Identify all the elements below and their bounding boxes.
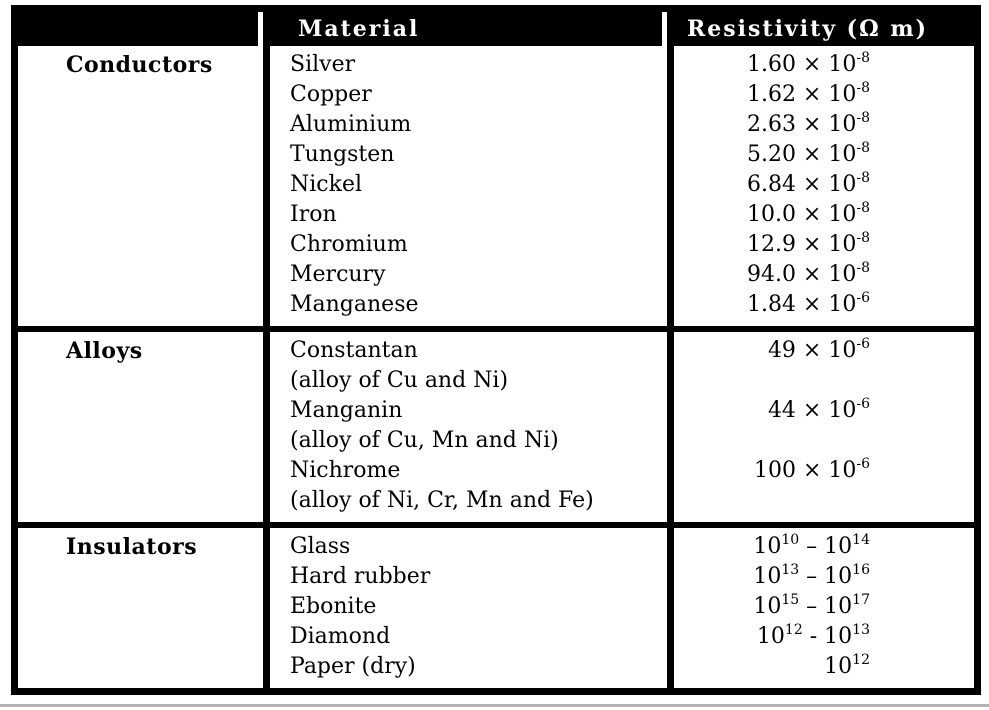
- value-text: 5.20 × 10: [746, 142, 857, 167]
- value-exponent: 15: [781, 591, 800, 608]
- value-text: 44 × 10: [767, 398, 857, 423]
- material-name: Diamond: [290, 624, 391, 649]
- value-exponent: 10: [781, 531, 800, 548]
- resistivity-value: [674, 260, 974, 290]
- resistivity-value: [674, 622, 974, 652]
- value-exponent: -8: [856, 79, 870, 96]
- value-text: 2.63 × 10: [746, 112, 857, 137]
- material-name: Mercury: [290, 262, 386, 287]
- material-name: Iron: [290, 202, 337, 227]
- category-label: Alloys: [66, 338, 143, 364]
- resistivity-value: [674, 80, 974, 110]
- resistivity-value: [674, 592, 974, 622]
- header-cell-material: Material: [270, 12, 662, 46]
- value-text: – 10: [799, 594, 853, 619]
- value-exponent: 16: [852, 561, 870, 578]
- value-spacer: [674, 486, 974, 516]
- value-exponent: -6: [856, 335, 870, 352]
- value-text: 10: [756, 624, 785, 649]
- material-name: Manganese: [290, 292, 419, 317]
- value-exponent: -8: [856, 109, 870, 126]
- value-exponent: -8: [856, 199, 870, 216]
- resistivity-value: [674, 230, 974, 260]
- resistivity-value: [674, 396, 974, 426]
- value-exponent: -6: [856, 289, 870, 306]
- value-exponent: -6: [856, 455, 870, 472]
- materials-cell: [270, 528, 662, 688]
- value-exponent: -6: [856, 395, 870, 412]
- material-name: Constantan: [290, 338, 418, 363]
- value-text: 6.84 × 10: [746, 172, 857, 197]
- column-divider: [667, 12, 674, 46]
- value-exponent: -8: [856, 139, 870, 156]
- value-exponent: -8: [856, 259, 870, 276]
- resistivity-value: [674, 290, 974, 320]
- material-note: (alloy of Cu and Ni): [290, 368, 509, 393]
- value-exponent: -8: [856, 49, 870, 66]
- values-cell: [674, 46, 974, 326]
- value-text: 1.62 × 10: [746, 82, 857, 107]
- header-cell-resistivity: Resistivity (Ω m): [674, 12, 974, 46]
- value-text: 10: [753, 534, 782, 559]
- table-section-insulators: [18, 522, 974, 688]
- material-name: Paper (dry): [290, 654, 416, 679]
- value-text: 100 × 10: [753, 458, 857, 483]
- value-exponent: 13: [781, 561, 800, 578]
- material-name: Manganin: [290, 398, 403, 423]
- value-text: 10: [824, 654, 853, 679]
- material-name: Nickel: [290, 172, 362, 197]
- column-divider: [667, 528, 674, 688]
- value-text: – 10: [799, 534, 853, 559]
- value-exponent: -8: [856, 229, 870, 246]
- value-text: 10: [753, 594, 782, 619]
- material-name: Nichrome: [290, 458, 401, 483]
- value-text: 12.9 × 10: [746, 232, 857, 257]
- material-name: Hard rubber: [290, 564, 431, 589]
- value-text: 49 × 10: [767, 338, 857, 363]
- material-name: Chromium: [290, 232, 408, 257]
- category-cell: [18, 46, 258, 326]
- values-cell: [674, 332, 974, 522]
- category-label: Conductors: [66, 52, 213, 78]
- material-name: Glass: [290, 534, 351, 559]
- category-cell: [18, 332, 258, 522]
- resistivity-value: [674, 336, 974, 366]
- table-body: [18, 46, 974, 688]
- resistivity-value: [674, 110, 974, 140]
- table-section-conductors: [18, 46, 974, 326]
- value-exponent: -8: [856, 169, 870, 186]
- material-note: (alloy of Ni, Cr, Mn and Fe): [290, 488, 594, 513]
- material-note: (alloy of Cu, Mn and Ni): [290, 428, 559, 453]
- material-name: Silver: [290, 52, 356, 77]
- category-cell: [18, 528, 258, 688]
- table-header-row: [18, 12, 974, 46]
- value-text: 1.84 × 10: [746, 292, 857, 317]
- column-divider: [263, 12, 270, 46]
- column-divider: [263, 528, 270, 688]
- value-exponent: 13: [852, 621, 870, 638]
- value-exponent: 17: [852, 591, 870, 608]
- material-name: Ebonite: [290, 594, 377, 619]
- resistivity-value: [674, 50, 974, 80]
- material-name: Copper: [290, 82, 372, 107]
- value-text: 94.0 × 10: [746, 262, 857, 287]
- value-exponent: 12: [852, 651, 870, 668]
- resistivity-value: [674, 140, 974, 170]
- column-divider: [263, 332, 270, 522]
- value-spacer: [674, 366, 974, 396]
- column-divider: [667, 46, 674, 326]
- material-name: Aluminium: [290, 112, 412, 137]
- resistivity-value: [674, 652, 974, 682]
- resistivity-value: [674, 200, 974, 230]
- header-cell-category: [18, 12, 258, 46]
- table-section-alloys: [18, 326, 974, 522]
- value-text: 1.60 × 10: [746, 52, 857, 77]
- value-exponent: 14: [852, 531, 870, 548]
- resistivity-value: [674, 170, 974, 200]
- value-spacer: [674, 426, 974, 456]
- scan-artifact-line: [0, 704, 989, 707]
- material-name: Tungsten: [290, 142, 395, 167]
- values-cell: [674, 528, 974, 688]
- category-label: Insulators: [66, 534, 198, 560]
- resistivity-table: [11, 5, 981, 695]
- value-text: 10: [753, 564, 782, 589]
- value-text: 10.0 × 10: [746, 202, 857, 227]
- value-text: - 10: [802, 624, 853, 649]
- value-text: – 10: [799, 564, 853, 589]
- resistivity-value: [674, 456, 974, 486]
- materials-cell: [270, 46, 662, 326]
- materials-cell: [270, 332, 662, 522]
- column-divider: [263, 46, 270, 326]
- column-divider: [667, 332, 674, 522]
- resistivity-value: [674, 532, 974, 562]
- value-exponent: 12: [784, 621, 803, 638]
- resistivity-value: [674, 562, 974, 592]
